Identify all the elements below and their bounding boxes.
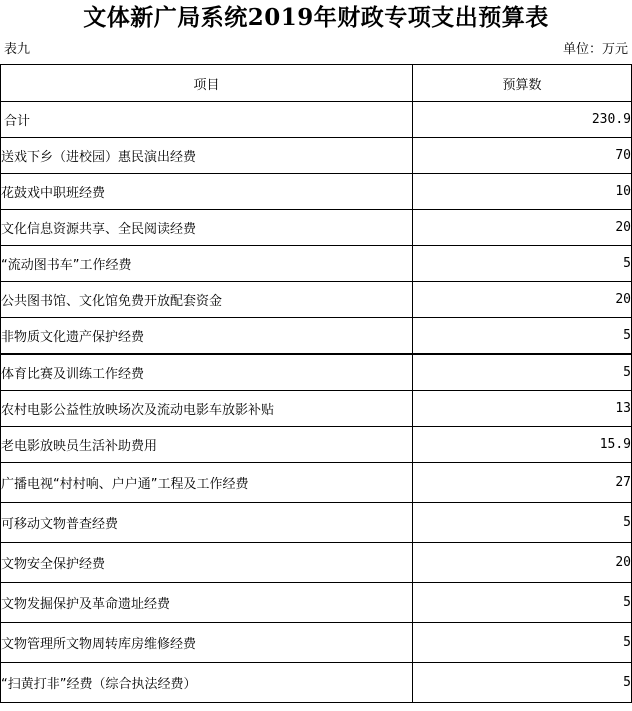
row-value: 5 — [413, 354, 632, 391]
row-name: 老电影放映员生活补助费用 — [1, 427, 413, 463]
table-row — [1, 210, 632, 246]
table-row — [1, 174, 632, 210]
table-row — [1, 318, 632, 355]
table-row — [1, 391, 632, 427]
row-value: 5 — [413, 503, 632, 543]
table-row — [1, 282, 632, 318]
table-row — [1, 138, 632, 174]
row-name: 花鼓戏中职班经费 — [1, 174, 413, 210]
row-name: “流动图书车”工作经费 — [1, 246, 413, 282]
row-value: 15.9 — [413, 427, 632, 463]
table-row — [1, 503, 632, 543]
row-name: 公共图书馆、文化馆免费开放配套资金 — [1, 282, 413, 318]
row-name: 文物安全保护经费 — [1, 543, 413, 583]
table-row — [1, 463, 632, 503]
row-name: 文物发掘保护及革命遗址经费 — [1, 583, 413, 623]
table-row — [1, 543, 632, 583]
table-row — [1, 427, 632, 463]
table-row — [1, 246, 632, 282]
row-value: 27 — [413, 463, 632, 503]
row-value: 5 — [413, 663, 632, 703]
row-value: 70 — [413, 138, 632, 174]
row-value: 5 — [413, 583, 632, 623]
row-name: 农村电影公益性放映场次及流动电影车放影补贴 — [1, 391, 413, 427]
row-name: “扫黄打非”经费（综合执法经费） — [1, 663, 413, 703]
row-value: 20 — [413, 543, 632, 583]
row-name: 非物质文化遗产保护经费 — [1, 318, 413, 355]
table-row — [1, 354, 632, 391]
row-value: 20 — [413, 210, 632, 246]
row-name: 广播电视“村村响、户户通”工程及工作经费 — [1, 463, 413, 503]
table-row — [1, 623, 632, 663]
row-name: 体育比赛及训练工作经费 — [1, 354, 413, 391]
row-value: 20 — [413, 282, 632, 318]
page-title: 文体新广局系统2019年财政专项支出预算表 — [83, 4, 549, 31]
row-name: 送戏下乡（进校园）惠民演出经费 — [1, 138, 413, 174]
budget-table — [0, 64, 632, 703]
unit-label: 单位：万元 — [562, 42, 628, 57]
table-row-total — [1, 102, 632, 138]
row-name: 可移动文物普查经费 — [1, 503, 413, 543]
table-row — [1, 583, 632, 623]
row-name: 文物管理所文物周转库房维修经费 — [1, 623, 413, 663]
header-item: 项目 — [1, 65, 413, 102]
row-value: 13 — [413, 391, 632, 427]
row-value: 5 — [413, 246, 632, 282]
table-number: 表九 — [4, 42, 31, 57]
row-name: 文化信息资源共享、全民阅读经费 — [1, 210, 413, 246]
row-value: 10 — [413, 174, 632, 210]
table-row — [1, 663, 632, 703]
row-name: 合计 — [1, 102, 413, 138]
header-amount: 预算数 — [413, 65, 632, 102]
row-value: 5 — [413, 318, 632, 355]
row-value: 5 — [413, 623, 632, 663]
table-header-row — [1, 65, 632, 102]
row-value: 230.9 — [413, 102, 632, 138]
